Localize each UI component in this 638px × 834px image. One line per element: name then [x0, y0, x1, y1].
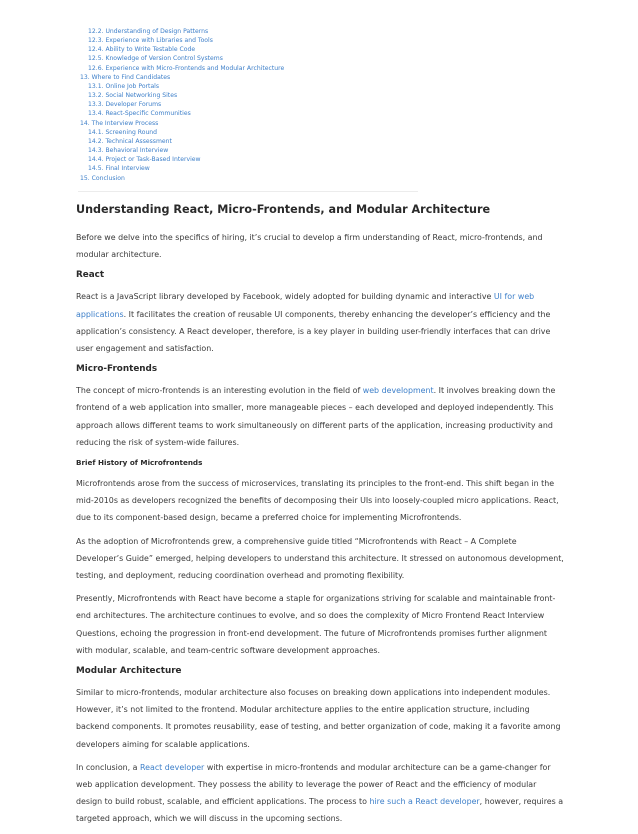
react-paragraph — [76, 288, 564, 357]
toc-link[interactable]: 12.5. Knowledge of Version Control Systems — [88, 55, 223, 63]
intro-paragraph: Before we delve into the specifics of hiring, it’s crucial to develop a firm understanding of React, micro-frontends, and modular architecture. — [76, 233, 543, 260]
article — [76, 202, 564, 834]
toc-link[interactable]: 14.3. Behavioral Interview — [88, 147, 169, 155]
toc-link[interactable]: 12.6. Experience with Micro-Frontends and Modular Architecture — [88, 64, 285, 72]
text-run: React is a JavaScript library developed by Facebook, widely adopted for building dynamic and interactive — [76, 292, 494, 302]
toc-link[interactable]: 13.2. Social Networking Sites — [88, 92, 178, 100]
toc-link[interactable]: 12.3. Experience with Libraries and Tools — [88, 37, 213, 45]
toc-link[interactable]: 14.1. Screening Round — [88, 128, 158, 136]
toc-link[interactable]: 13.4. React-Specific Communities — [88, 110, 191, 118]
text-run: , however, requires a targeted approach, which we will discuss in the upcoming sections. — [76, 797, 564, 824]
toc-link[interactable]: 14.2. Technical Assessment — [88, 137, 172, 145]
history-paragraph-2: As the adoption of Microfrontends grew, a comprehensive guide titled “Microfrontends with React – A Complete Developer’s Guide” emerged, helping developers to understand this architecture. It stressed on autonomous development, testing, and deployment, reducing coordination overhead and promoting flexibility. — [76, 536, 564, 581]
toc-link[interactable]: 14.4. Project or Task-Based Interview — [88, 156, 201, 164]
toc-link[interactable]: 14. The Interview Process — [80, 119, 159, 127]
toc-divider — [78, 191, 418, 192]
text-run: . It involves breaking down the frontend of a web application into smaller, more manageable pieces – each developed and deployed independently. This approach allows different teams to work simultaneously on different parts of the application, increasing productivity and reducing the risk of system-wide failures. — [76, 386, 556, 447]
history-heading: Brief History of Microfrontends — [76, 458, 203, 468]
toc-link[interactable]: 12.2. Understanding of Design Patterns — [88, 28, 209, 35]
text-run: The concept of micro-frontends is an interesting evolution in the field of — [76, 386, 363, 396]
micro-frontends-heading: Micro-Frontends — [76, 364, 158, 375]
web-development-link[interactable]: web development — [362, 386, 434, 396]
toc-link[interactable]: 13. Where to Find Candidates — [80, 73, 171, 81]
toc-link[interactable]: 12.4. Ability to Write Testable Code — [88, 46, 196, 54]
history-paragraph-1: Microfrontends arose from the success of microservices, translating its principles to the front-end. This shift began in the mid-2010s as developers recognized the benefits of decomposing their UIs into loosely-coupled micro applications. React, due to its component-based design, became a preferred choice for implementing Microfrontends. — [76, 479, 559, 523]
react-developer-link[interactable]: React developer — [140, 762, 205, 772]
modular-paragraph-1: Similar to micro-frontends, modular architecture also focuses on breaking down applications into independent modules. However, it’s not limited to the frontend. Modular architecture applies to the entire application structure, including backend components. It promotes reusability, ease of testing, and better organization of code, making it a favorite among developers aiming for scalable applications. — [76, 688, 561, 749]
react-heading: React — [76, 270, 105, 281]
toc-link[interactable]: 14.5. Final Interview — [88, 165, 150, 173]
history-paragraph-3: Presently, Microfrontends with React have become a staple for organizations striving for scalable and maintainable front-end architectures. The architecture continues to evolve, and so does the complexity of Micro Frontend React Interview Questions, echoing the progression in front-end development. The future of Microfrontends promises further alignment with modular, scalable, and team-centric software development approaches. — [76, 594, 556, 655]
micro-frontends-paragraph — [76, 382, 564, 451]
text-run: with expertise in micro-frontends and modular architecture can be a game-changer for web application development. They possess the ability to leverage the power of React and the efficiency of modular design to build robust, scalable, and efficient applications. The process to — [76, 762, 551, 807]
ui-for-web-applications-link[interactable]: UI for web applications — [76, 292, 535, 319]
toc-link[interactable]: 13.1. Online Job Portals — [88, 82, 160, 90]
modular-architecture-heading: Modular Architecture — [76, 666, 182, 677]
article-title: Understanding React, Micro-Frontends, and Modular Architecture — [76, 203, 491, 216]
table-of-contents — [78, 27, 418, 183]
toc-link[interactable]: 15. Conclusion — [80, 174, 125, 182]
modular-paragraph-2 — [76, 759, 564, 828]
hire-react-developer-link[interactable]: hire such a React developer — [369, 797, 480, 807]
text-run: In conclusion, a — [76, 762, 141, 772]
toc-link[interactable]: 13.3. Developer Forums — [88, 101, 162, 109]
text-run: . It facilitates the creation of reusable UI components, thereby enhancing the developer’s efficiency and the application’s consistency. A React developer, therefore, is a key player in building user-friendly interfaces that can drive user engagement and satisfaction. — [76, 309, 551, 354]
